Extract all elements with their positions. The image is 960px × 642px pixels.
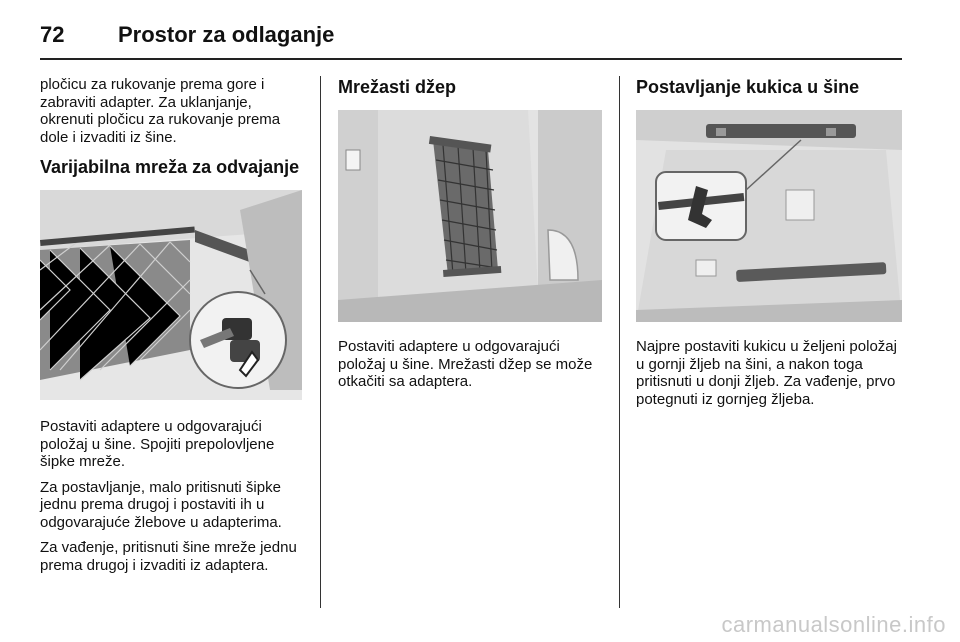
section-heading-hooks: Postavljanje kukica u šine [636,77,860,97]
figure-separation-net [40,190,302,400]
figure-hooks-in-rails [636,110,902,322]
page-number: 72 [40,22,65,47]
paragraph-remove-rods: Za vađenje, pritisnuti šine mreže jednu prema drugoj i izvaditi iz adaptera. [40,539,297,574]
watermark-text: carmanualsonline.info [721,612,946,637]
intro-paragraph: pločicu za rukovanje prema gore i zabraviti adapter. Za uklanjanje, okrenuti pločicu za rukovanje prema dole i izvaditi iz šine. [40,76,281,146]
header-rule [40,58,902,60]
section-heading-net-pocket: Mrežasti džep [338,77,457,97]
paragraph-hooks: Najpre postaviti kukicu u željeni položaj u gornji žljeb na šini, a nakon toga pritisnuti u donji žljeb. Za vađenje, prvo potegnuti iz gornjeg žljeba. [636,338,897,408]
figure-net-pocket [338,110,602,322]
paragraph-net-pocket: Postaviti adaptere u odgovarajući položaj u šine. Mrežasti džep se može otkačiti sa adaptera. [338,338,593,390]
paragraph-install-rods: Za postavljanje, malo pritisnuti šipke jednu prema drugoj i postaviti ih u odgovarajuće žlebove u adapterima. [40,478,282,531]
column-middle [338,76,602,399]
column-divider [320,76,321,608]
column-left [40,76,302,582]
paragraph-install-adapters: Postaviti adaptere u odgovarajući položaj u šine. Spojiti prepolovljene šipke mreže. [40,418,275,470]
page-title: Prostor za odlaganje [118,22,335,47]
column-right [636,76,902,416]
section-heading-net: Varijabilna mreža za odvajanje [40,157,300,177]
column-divider [619,76,620,608]
